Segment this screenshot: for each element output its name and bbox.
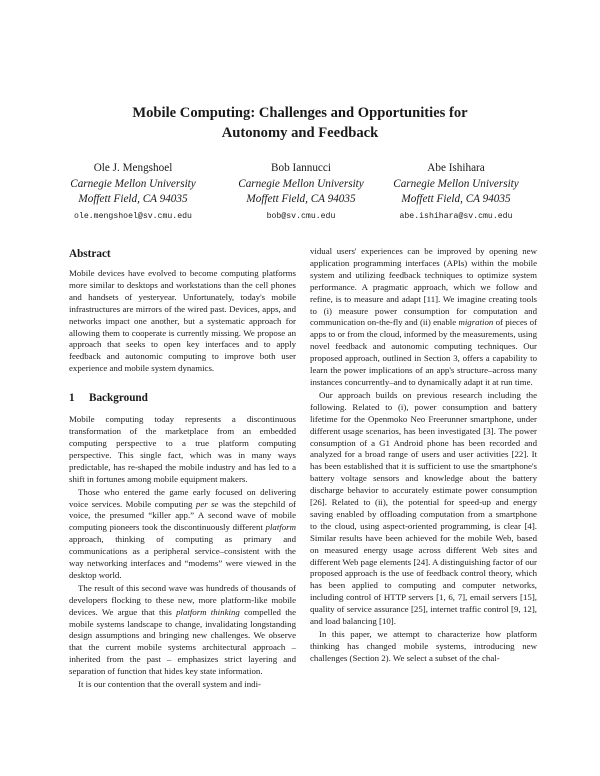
- title-line-2: Autonomy and Feedback: [221, 125, 379, 141]
- section-title: Background: [89, 392, 148, 405]
- author-email[interactable]: ole.mengshoel@sv.cmu.edu: [74, 211, 192, 221]
- section-number: 1: [69, 392, 75, 405]
- author-block-1: [58, 161, 208, 224]
- author-affiliation: Carnegie Mellon University: [393, 177, 519, 190]
- paragraph: The result of this second wave was hundreds of thousands of developers flocking to these new, more platform-like mobile devices. We argue that this platform thinking compelled the mobile systems landscape to change, invalidating longstanding design assumptions and bringing new challenges. We observe that the current mobile systems architectural approach – inherited from the past – emphasizes strict layering and separation of function that hides key state information.: [69, 582, 296, 677]
- author-name: Ole J. Mengshoel: [93, 162, 173, 174]
- abstract-text: Mobile devices have evolved to become computing platforms more similar to desktops and workstations than the cell phones and handsets of yesteryear. Unfortunately, today's mobile infrastructures are mirrors of the wired past. Devices, apps, and networks impact one another, but a systematic approach for allowing them to cooperate is currently missing. We propose an approach that seeks to open key interfaces and to apply feedback and autonomic computing to improve both user experience and mobile system dynamics.: [69, 268, 296, 374]
- section-heading: [69, 391, 296, 405]
- author-name: Bob Iannucci: [271, 162, 331, 174]
- author-block-3: [381, 161, 531, 224]
- author-location: Moffett Field, CA 94035: [401, 193, 511, 206]
- author-affiliation: Carnegie Mellon University: [70, 177, 196, 190]
- left-column: [69, 246, 296, 691]
- paragraph: Those who entered the game early focused on delivering voice services. Mobile computing per se was the stepchild of voice, the presumed “killer app.” A second wave of mobile computing pioneers took the discontinuously different platform approach, thinking of computing as primary and communications as a peripheral service–consistent with the way networking interfaces and “modems” were viewed in the desktop world.: [69, 486, 296, 580]
- paragraph: It is our contention that the overall system and indi-: [78, 679, 261, 690]
- paragraph: In this paper, we attempt to characterize how platform thinking has changed mobile systems, introducing new challenges (Section 2). We select a subset of the chal-: [310, 629, 537, 663]
- right-column: [310, 246, 537, 665]
- paragraph: vidual users' experiences can be improved by opening new application programming interfaces (APIs) within the mobile system and utilizing feedback techniques to optimize system performance. A pragmatic approach, which we follow and refine, is to measure and adapt [11]. We imagine creating tools to (i) measure power consumption for computation and communication on-the-fly and (ii) enable migration of pieces of apps to or from the cloud, informed by the measurements, using novel feedback and autonomic computing techniques. Our proposed approach, outlined in Section 3, offers a capability to learn the power implications of an app's structure–across many instances concurrently–and to dynamically adapt it at run time.: [310, 246, 537, 387]
- author-email[interactable]: bob@sv.cmu.edu: [266, 211, 336, 221]
- abstract-heading: Abstract: [69, 248, 111, 260]
- author-location: Moffett Field, CA 94035: [246, 193, 356, 206]
- paper-title: [0, 103, 600, 143]
- title-line-1: Mobile Computing: Challenges and Opportunities for: [132, 105, 468, 121]
- paragraph: Mobile computing today represents a discontinuous transformation of the marketplace from an embedded computing perspective to a true platform computing perspective. This single fact, which was in many ways predictable, has re-shaped the mobile industry and has led to a shift in fortunes among mobile equipment makers.: [69, 414, 296, 484]
- author-location: Moffett Field, CA 94035: [78, 193, 188, 206]
- author-block-2: [226, 161, 376, 224]
- paragraph: Our approach builds on previous research including the following. Related to (i), power consumption and battery lifetime for the Openmoko Neo Freerunner smartphone, under different usage scenarios, has been investigated [3]. The power consumption of a G1 Android phone has been recorded and analyzed for a broad range of users and user activities [22]. It has been established that it is sufficient to use the smartphone's battery voltage sensors and knowledge about the battery discharge behavior to accurately estimate power consumption [26]. Related to (ii), the potential for speed-up and energy saving enabled by offloading computation from a smartphone to the cloud, using aspect-oriented programming, is clear [4]. Similar results have been achieved for the mobile Web, based on measured energy usage across different Web sites and different Web page elements [24]. A distinguishing factor of our proposed approach is the use of feedback control theory, which has been applied to computing and computer networks, including control of HTTP servers [1, 6, 7], email servers [15], quality of service assurance [25], internet traffic control [9, 12], and load balancing [10].: [310, 389, 537, 627]
- author-affiliation: Carnegie Mellon University: [238, 177, 364, 190]
- author-name: Abe Ishihara: [427, 162, 485, 174]
- author-email[interactable]: abe.ishihara@sv.cmu.edu: [399, 211, 513, 221]
